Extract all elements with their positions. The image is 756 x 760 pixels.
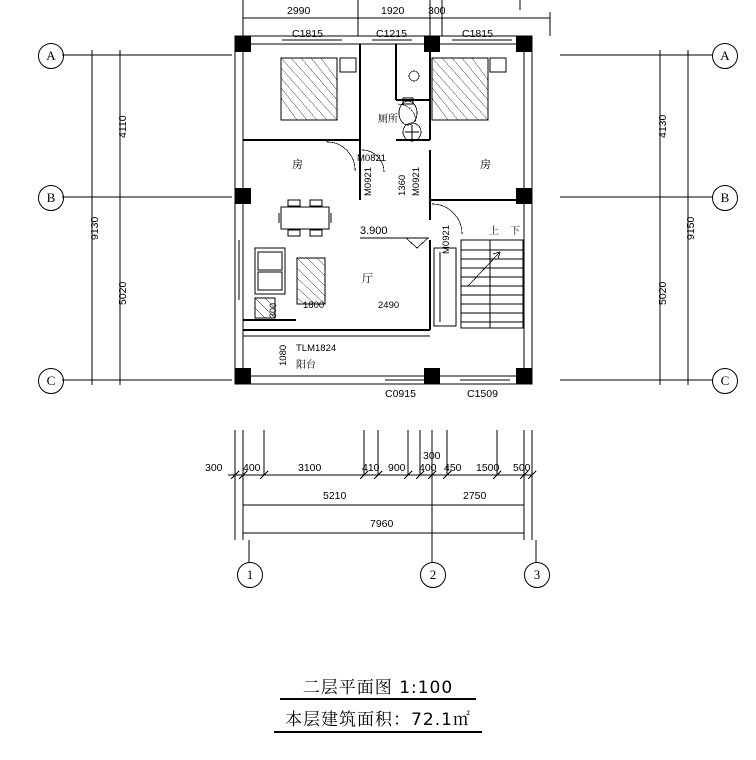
room-label-balcony: 阳台 bbox=[296, 360, 316, 371]
bottom-dim-r1-7: 450 bbox=[444, 462, 462, 474]
title-underline-2 bbox=[274, 731, 482, 733]
room-label-living: 厅 bbox=[362, 272, 373, 285]
left-dim-total: 9130 bbox=[89, 216, 101, 240]
drawing-title: 二层平面图 1:100 bbox=[302, 678, 454, 698]
grid-label-b-left: B bbox=[38, 185, 64, 211]
window-label-c0915: C0915 bbox=[385, 388, 416, 400]
top-dim-1: 2990 bbox=[287, 5, 311, 17]
bottom-dim-r1-8: 1500 bbox=[476, 462, 500, 474]
room-label-bedroom-right: 房 bbox=[480, 158, 491, 171]
window-label-c1509: C1509 bbox=[467, 388, 498, 400]
door-label-m0821: M0821 bbox=[357, 153, 387, 164]
bottom-dim-r2-2: 2750 bbox=[463, 490, 487, 502]
inner-dim-1360: 1360 bbox=[397, 174, 408, 196]
door-label-m0921-c: M0921 bbox=[441, 224, 452, 254]
column bbox=[235, 36, 251, 52]
column bbox=[235, 368, 251, 384]
right-dim-upper: 4130 bbox=[657, 114, 669, 138]
bottom-dim-r1-6: 400 bbox=[419, 462, 437, 474]
column bbox=[516, 36, 532, 52]
grid-label-c-left: C bbox=[38, 368, 64, 394]
grid-label-a-right: A bbox=[712, 43, 738, 69]
column bbox=[516, 188, 532, 204]
window-label-c1215: C1215 bbox=[376, 28, 407, 40]
grid-label-3: 3 bbox=[524, 562, 550, 588]
grid-label-2: 2 bbox=[420, 562, 446, 588]
grid-label-b-right: B bbox=[712, 185, 738, 211]
inner-dim-1080: 1080 bbox=[278, 344, 289, 366]
drawing-area-note: 本层建筑面积：72.1㎡ bbox=[285, 710, 471, 730]
title-underline-1 bbox=[280, 698, 476, 700]
bottom-dim-r1-5: 900 bbox=[388, 462, 406, 474]
door-label-m0921-a: M0921 bbox=[363, 166, 374, 196]
column bbox=[516, 368, 532, 384]
grid-label-1: 1 bbox=[237, 562, 263, 588]
column bbox=[424, 368, 440, 384]
stair-down-mark: 下 bbox=[510, 226, 520, 237]
right-dim-total: 9150 bbox=[685, 216, 697, 240]
bottom-dim-total: 7960 bbox=[370, 518, 394, 530]
door-label-m0921-b: M0921 bbox=[411, 166, 422, 196]
right-dim-lower: 5020 bbox=[657, 281, 669, 305]
top-dim-2: 1920 bbox=[381, 5, 405, 17]
inner-dim-1800: 1800 bbox=[303, 300, 325, 311]
window-label-c1815-left: C1815 bbox=[292, 28, 323, 40]
left-dim-lower: 5020 bbox=[117, 281, 129, 305]
grid-label-c-right: C bbox=[712, 368, 738, 394]
bottom-dim-r1-1: 300 bbox=[205, 462, 223, 474]
grid-label-a-left: A bbox=[38, 43, 64, 69]
stair-up-mark: 上 bbox=[489, 226, 499, 237]
bottom-dim-r1-4: 410 bbox=[362, 462, 380, 474]
top-dim-3: 300 bbox=[428, 5, 446, 17]
column bbox=[235, 188, 251, 204]
level-mark: 3.900 bbox=[360, 225, 388, 237]
inner-dim-2490: 2490 bbox=[378, 300, 400, 311]
bottom-dim-r1-3: 3100 bbox=[298, 462, 322, 474]
bottom-dim-r1-extra: 300 bbox=[423, 450, 441, 462]
window-label-c1815-right: C1815 bbox=[462, 28, 493, 40]
left-dim-upper: 4110 bbox=[117, 115, 129, 138]
column bbox=[424, 36, 440, 52]
bottom-dim-r1-2: 400 bbox=[243, 462, 261, 474]
door-label-tlm1824: TLM1824 bbox=[296, 343, 337, 354]
room-label-bathroom: 厕所 bbox=[378, 114, 398, 125]
bottom-dim-r2-1: 5210 bbox=[323, 490, 347, 502]
room-label-bedroom-left: 房 bbox=[292, 158, 303, 171]
inner-dim-300: 300 bbox=[268, 302, 278, 318]
bottom-dim-r1-9: 500 bbox=[513, 462, 531, 474]
